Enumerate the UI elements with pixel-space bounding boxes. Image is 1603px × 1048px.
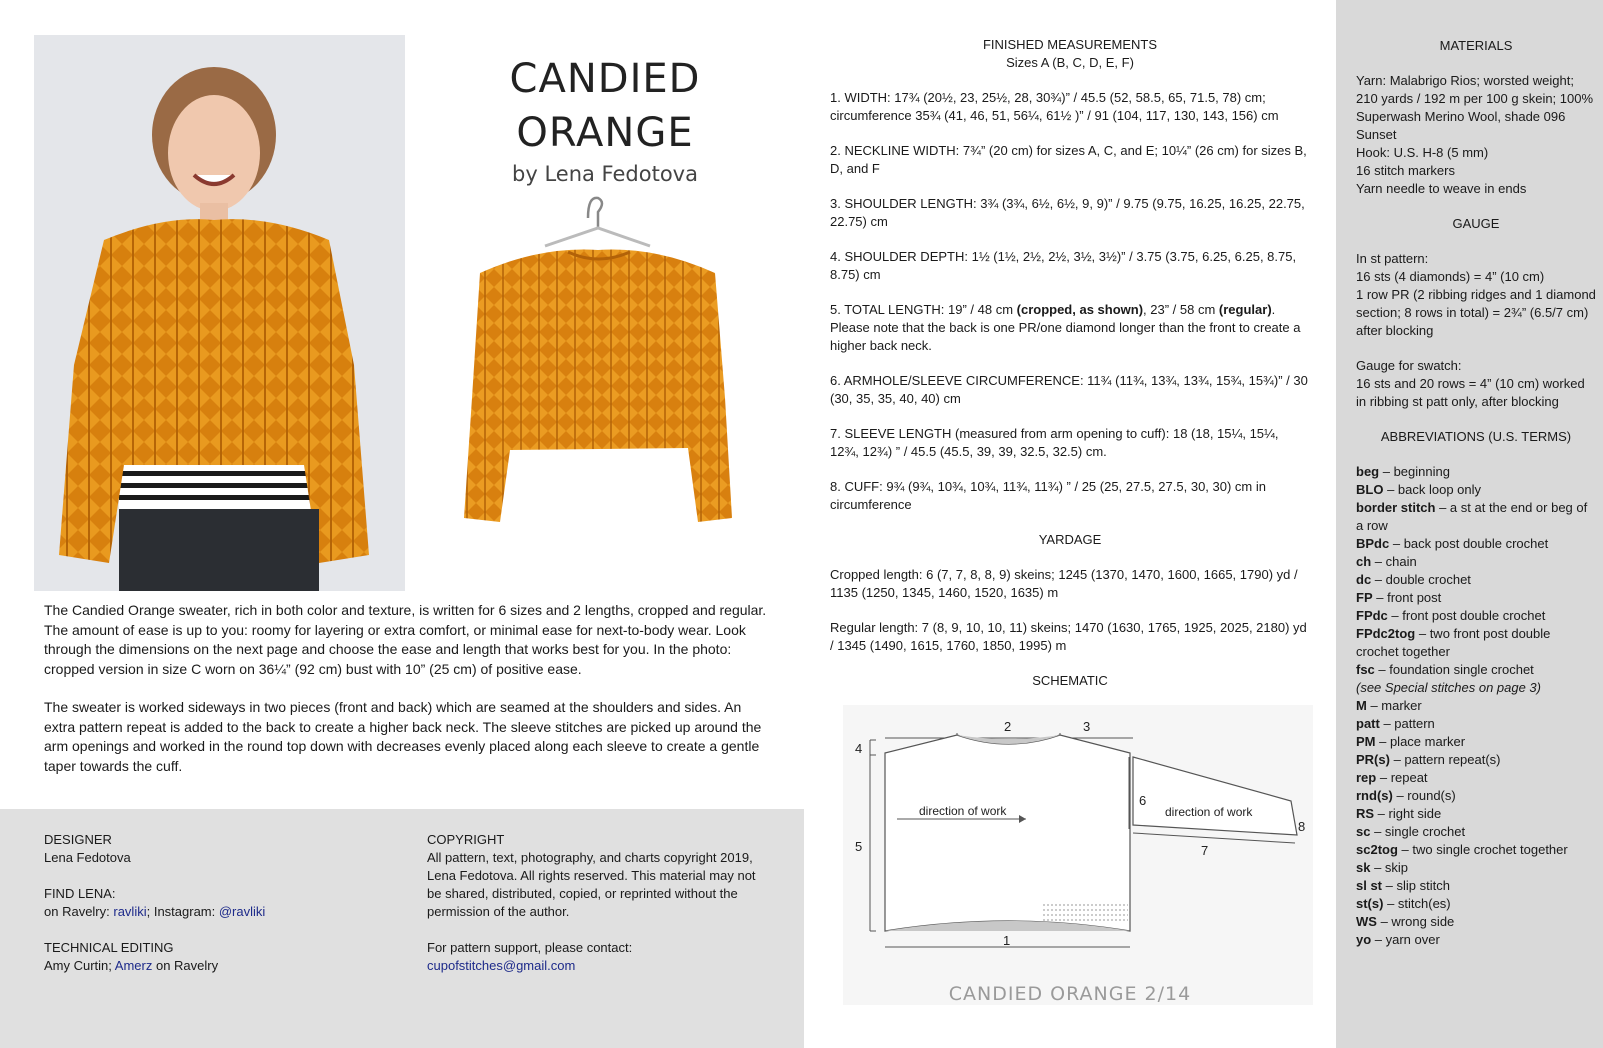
- materials-hook: Hook: U.S. H-8 (5 mm): [1356, 145, 1489, 160]
- tech-editor: [44, 957, 404, 975]
- materials-yarn: Yarn: Malabrigo Rios; worsted weight; 210 yards / 192 m per 100 g skein; 100% Superwash Merino Wool, shade 096 Sunset: [1356, 73, 1594, 142]
- copyright-heading: COPYRIGHT: [427, 832, 505, 847]
- abbreviation-item: [1356, 877, 1596, 895]
- abbreviation-definition: – beginning: [1379, 464, 1450, 479]
- abbreviation-item: [1356, 805, 1596, 823]
- schematic-label-3: 3: [1083, 719, 1091, 734]
- instagram-link[interactable]: @ravliki: [218, 904, 266, 919]
- abbreviation-definition: – foundation single crochet: [1374, 662, 1534, 677]
- abbreviation-definition: – a st at the end or beg of a row: [1356, 500, 1588, 533]
- abbreviation-term: patt: [1356, 716, 1380, 731]
- abbreviation-item: [1356, 841, 1596, 859]
- measurement-total-length: [830, 301, 1310, 355]
- yardage-heading: YARDAGE: [1038, 532, 1102, 547]
- measurement-shoulder-depth: 4. SHOULDER DEPTH: 1½ (1½, 2½, 2½, 3½, 3½)” / 3.75 (3.75, 6.25, 6.25, 8.75, 8.75) cm: [830, 249, 1297, 282]
- abbreviation-term: BPdc: [1356, 536, 1390, 551]
- sleeve-direction-label: direction of work: [1165, 805, 1253, 819]
- abbreviation-term: FPdc2tog: [1356, 626, 1416, 641]
- yardage-regular: Regular length: 7 (8, 9, 10, 10, 11) skeins; 1470 (1630, 1765, 1925, 2025, 2180) yd / 1345 (1490, 1615, 1760, 1850, 1995) m: [830, 620, 1307, 653]
- description-paragraph-1: The Candied Orange sweater, rich in both color and texture, is written for 6 sizes and 2 lengths, cropped and regular. The amount of ease is up to you: roomy for layering or extra comfort, or minimal ease for next-to-body wear. Look through the dimensions on the next page and choose the ease and length that works best for you. In the photo: cropped version in size C worn on 36¼” (92 cm) bust with 10” (25 cm) of positive ease.: [44, 602, 767, 677]
- pattern-title: CANDIED ORANGE: [509, 56, 701, 156]
- designer-column: [44, 831, 404, 975]
- abbreviation-item: [1356, 859, 1596, 877]
- abbreviation-item: [1356, 715, 1596, 733]
- pattern-byline: by Lena Fedotova: [512, 162, 698, 186]
- special-stitches-note: [1356, 679, 1596, 697]
- schematic-label-7: 7: [1201, 843, 1209, 858]
- sweater-on-hanger-photo: [440, 188, 745, 538]
- total-length-regular: (regular): [1218, 302, 1272, 317]
- abbreviation-item: [1356, 751, 1596, 769]
- materials-needle: Yarn needle to weave in ends: [1356, 181, 1527, 196]
- abbreviation-definition: – double crochet: [1371, 572, 1471, 587]
- materials-markers: 16 stitch markers: [1356, 163, 1455, 178]
- materials-panel: [1336, 0, 1603, 1048]
- tech-editor-link[interactable]: Amerz: [114, 958, 153, 973]
- abbreviation-item: [1356, 553, 1596, 571]
- abbreviation-term: FPdc: [1356, 608, 1388, 623]
- abbreviation-term: RS: [1356, 806, 1375, 821]
- special-stitches-note-text: (see Special stitches on page 3): [1356, 680, 1541, 695]
- measurement-cuff: 8. CUFF: 9¾ (9¾, 10¾, 10¾, 11¾, 11¾) ” / 25 (25, 27.5, 27.5, 30, 30) cm in circumference: [830, 479, 1266, 512]
- abbreviation-item: [1356, 607, 1596, 625]
- ravelry-prefix: on Ravelry:: [44, 904, 114, 919]
- measurements-heading: FINISHED MEASUREMENTS: [982, 37, 1158, 52]
- gauge-line: 16 sts and 20 rows = 4” (10 cm) worked in ribbing st patt only, after blocking: [1356, 376, 1585, 409]
- abbreviation-definition: – chain: [1371, 554, 1417, 569]
- abbreviation-item: [1356, 697, 1596, 715]
- abbreviation-term: border stitch: [1356, 500, 1436, 515]
- model-photo: [34, 35, 405, 591]
- abbreviation-definition: – stitch(es): [1383, 896, 1451, 911]
- abbreviation-item: [1356, 787, 1596, 805]
- abbreviation-definition: – single crochet: [1370, 824, 1466, 839]
- abbreviation-definition: – back loop only: [1383, 482, 1482, 497]
- abbreviation-item: [1356, 535, 1596, 553]
- instagram-prefix: ; Instagram:: [146, 904, 219, 919]
- schematic-label-1: 1: [1003, 933, 1011, 948]
- schematic-label-5: 5: [855, 839, 863, 854]
- abbreviation-definition: – front post: [1372, 590, 1442, 605]
- gauge-line: Gauge for swatch:: [1356, 358, 1462, 373]
- tech-editor-suffix: on Ravelry: [152, 958, 219, 973]
- abbreviation-term: FP: [1356, 590, 1373, 605]
- description-paragraph-2: The sweater is worked sideways in two pieces (front and back) which are seamed at the shoulders and sides. An extra pattern repeat is added to the back to create a higher back neck. The sleeve stitches are picked up around the arm openings and worked in the round top down with decreases evenly placed along each sleeve to create a gentle taper towards the cuff.: [44, 699, 762, 774]
- abbreviation-definition: – wrong side: [1376, 914, 1455, 929]
- gauge-line: 1 row PR (2 ribbing ridges and 1 diamond section; 8 rows in total) = 2¾” (6.5/7 cm) after blocking: [1356, 287, 1596, 338]
- total-length-a: 5. TOTAL LENGTH: 19” / 48 cm: [830, 302, 1017, 317]
- support-text: For pattern support, please contact:: [427, 940, 633, 955]
- schematic-heading: SCHEMATIC: [1032, 673, 1108, 688]
- abbreviation-term: rep: [1356, 770, 1377, 785]
- schematic-label-6: 6: [1139, 793, 1147, 808]
- tech-editing-heading: TECHNICAL EDITING: [44, 940, 174, 955]
- abbreviation-item: [1356, 769, 1596, 787]
- ravelry-link[interactable]: ravliki: [113, 904, 147, 919]
- gauge-heading: GAUGE: [1452, 216, 1500, 231]
- copyright-text: All pattern, text, photography, and charts copyright 2019, Lena Fedotova. All rights reserved. This material may not be shared, distributed, copied, or reprinted without the permission of the author.: [427, 850, 756, 919]
- abbreviation-definition: – right side: [1374, 806, 1442, 821]
- abbreviations-list: [1356, 463, 1596, 679]
- pattern-description: [44, 601, 769, 795]
- abbreviation-term: fsc: [1356, 662, 1375, 677]
- measurement-neckline: 2. NECKLINE WIDTH: 7¾” (20 cm) for sizes A, C, and E; 10¼” (26 cm) for sizes B, D, and F: [830, 143, 1307, 176]
- title-block: [420, 52, 790, 186]
- abbreviation-term: st(s): [1356, 896, 1384, 911]
- designer-heading: DESIGNER: [44, 832, 112, 847]
- abbreviation-definition: – pattern: [1379, 716, 1435, 731]
- abbreviation-term: dc: [1356, 572, 1372, 587]
- abbreviation-definition: – pattern repeat(s): [1389, 752, 1501, 767]
- schematic-label-2: 2: [1004, 719, 1012, 734]
- sweater-schematic: [843, 705, 1313, 1005]
- abbreviation-item: [1356, 481, 1596, 499]
- support-email-link[interactable]: cupofstitches@gmail.com: [427, 958, 576, 973]
- total-length-cropped: (cropped, as shown): [1016, 302, 1144, 317]
- abbreviation-term: rnd(s): [1356, 788, 1393, 803]
- abbreviation-definition: – round(s): [1392, 788, 1456, 803]
- abbreviation-term: sk: [1356, 860, 1371, 875]
- abbreviation-item: [1356, 661, 1596, 679]
- measurement-sleeve-length: 7. SLEEVE LENGTH (measured from arm opening to cuff): 18 (18, 15¼, 15¼, 12¾, 12¾) ” / 45.5 (45.5, 39, 39, 32.5, 32.5) cm.: [830, 426, 1279, 459]
- abbreviation-term: BLO: [1356, 482, 1384, 497]
- copyright-column: [427, 831, 772, 975]
- abbreviation-item: [1356, 589, 1596, 607]
- abbreviation-term: PM: [1356, 734, 1376, 749]
- schematic-label-4: 4: [855, 741, 863, 756]
- abbreviation-definition: – two single crochet together: [1397, 842, 1568, 857]
- schematic-label-8: 8: [1298, 819, 1306, 834]
- total-length-note: . Please note that the back is one PR/one diamond longer than the front to create a higher back neck.: [830, 302, 1301, 353]
- abbreviation-term: M: [1356, 698, 1367, 713]
- abbreviation-definition: – place marker: [1375, 734, 1466, 749]
- body-direction-label: direction of work: [919, 804, 1007, 818]
- measurements-column: [830, 36, 1310, 690]
- abbreviation-term: PR(s): [1356, 752, 1390, 767]
- gauge-line: In st pattern:: [1356, 251, 1429, 266]
- abbreviation-definition: – two front post double crochet together: [1356, 626, 1551, 659]
- sizes-line: Sizes A (B, C, D, E, F): [1006, 55, 1134, 70]
- abbreviation-term: sc: [1356, 824, 1371, 839]
- measurement-shoulder-length: 3. SHOULDER LENGTH: 3¾ (3¾, 6½, 6½, 9, 9)” / 9.75 (9.75, 16.25, 16.25, 22.75, 22.75) cm: [830, 196, 1305, 229]
- abbreviation-term: WS: [1356, 914, 1377, 929]
- abbreviation-definition: – back post double crochet: [1389, 536, 1549, 551]
- abbreviation-term: sc2tog: [1356, 842, 1398, 857]
- designer-name: Lena Fedotova: [44, 850, 131, 865]
- total-length-c: , 23” / 58 cm: [1143, 302, 1219, 317]
- page-footer: CANDIED ORANGE 2/14: [948, 983, 1192, 1005]
- abbreviation-item: [1356, 571, 1596, 589]
- abbreviation-item: [1356, 931, 1596, 949]
- abbreviation-definition: – repeat: [1376, 770, 1428, 785]
- abbreviations-list-continued: [1356, 697, 1596, 949]
- abbreviation-item: [1356, 913, 1596, 931]
- abbreviation-item: [1356, 625, 1596, 661]
- abbreviation-item: [1356, 499, 1596, 535]
- abbreviation-term: ch: [1356, 554, 1372, 569]
- abbreviation-definition: – front post double crochet: [1387, 608, 1546, 623]
- abbreviation-item: [1356, 895, 1596, 913]
- measurement-armhole: 6. ARMHOLE/SLEEVE CIRCUMFERENCE: 11¾ (11¾, 13¾, 13¾, 15¾, 15¾)” / 30 (30, 35, 35, 40, 40) cm: [830, 373, 1308, 406]
- credits-panel: [0, 809, 804, 1048]
- abbreviations-heading: ABBREVIATIONS (U.S. TERMS): [1380, 429, 1572, 444]
- abbreviation-item: [1356, 823, 1596, 841]
- abbreviation-definition: – skip: [1370, 860, 1409, 875]
- yardage-cropped: Cropped length: 6 (7, 7, 8, 8, 9) skeins; 1245 (1370, 1470, 1600, 1665, 1790) yd / 1135 (1250, 1345, 1460, 1520, 1635) m: [830, 567, 1298, 600]
- materials-heading: MATERIALS: [1439, 38, 1513, 53]
- gauge-line: 16 sts (4 diamonds) = 4” (10 cm): [1356, 269, 1545, 284]
- tech-editor-name: Amy Curtin;: [44, 958, 115, 973]
- abbreviation-item: [1356, 463, 1596, 481]
- abbreviation-definition: – slip stitch: [1382, 878, 1450, 893]
- abbreviation-definition: – yarn over: [1371, 932, 1440, 947]
- abbreviation-term: sl st: [1356, 878, 1383, 893]
- abbreviation-item: [1356, 733, 1596, 751]
- measurement-width: 1. WIDTH: 17¾ (20½, 23, 25½, 28, 30¾)” / 45.5 (52, 58.5, 65, 71.5, 78) cm; circumference 35¾ (41, 46, 51, 56¼, 61½ )” / 91 (104, 117, 130, 143, 156) cm: [830, 90, 1279, 123]
- social-links: [44, 903, 404, 921]
- abbreviation-term: beg: [1356, 464, 1380, 479]
- abbreviation-term: yo: [1356, 932, 1372, 947]
- abbreviation-definition: – marker: [1366, 698, 1422, 713]
- find-heading: FIND LENA:: [44, 886, 116, 901]
